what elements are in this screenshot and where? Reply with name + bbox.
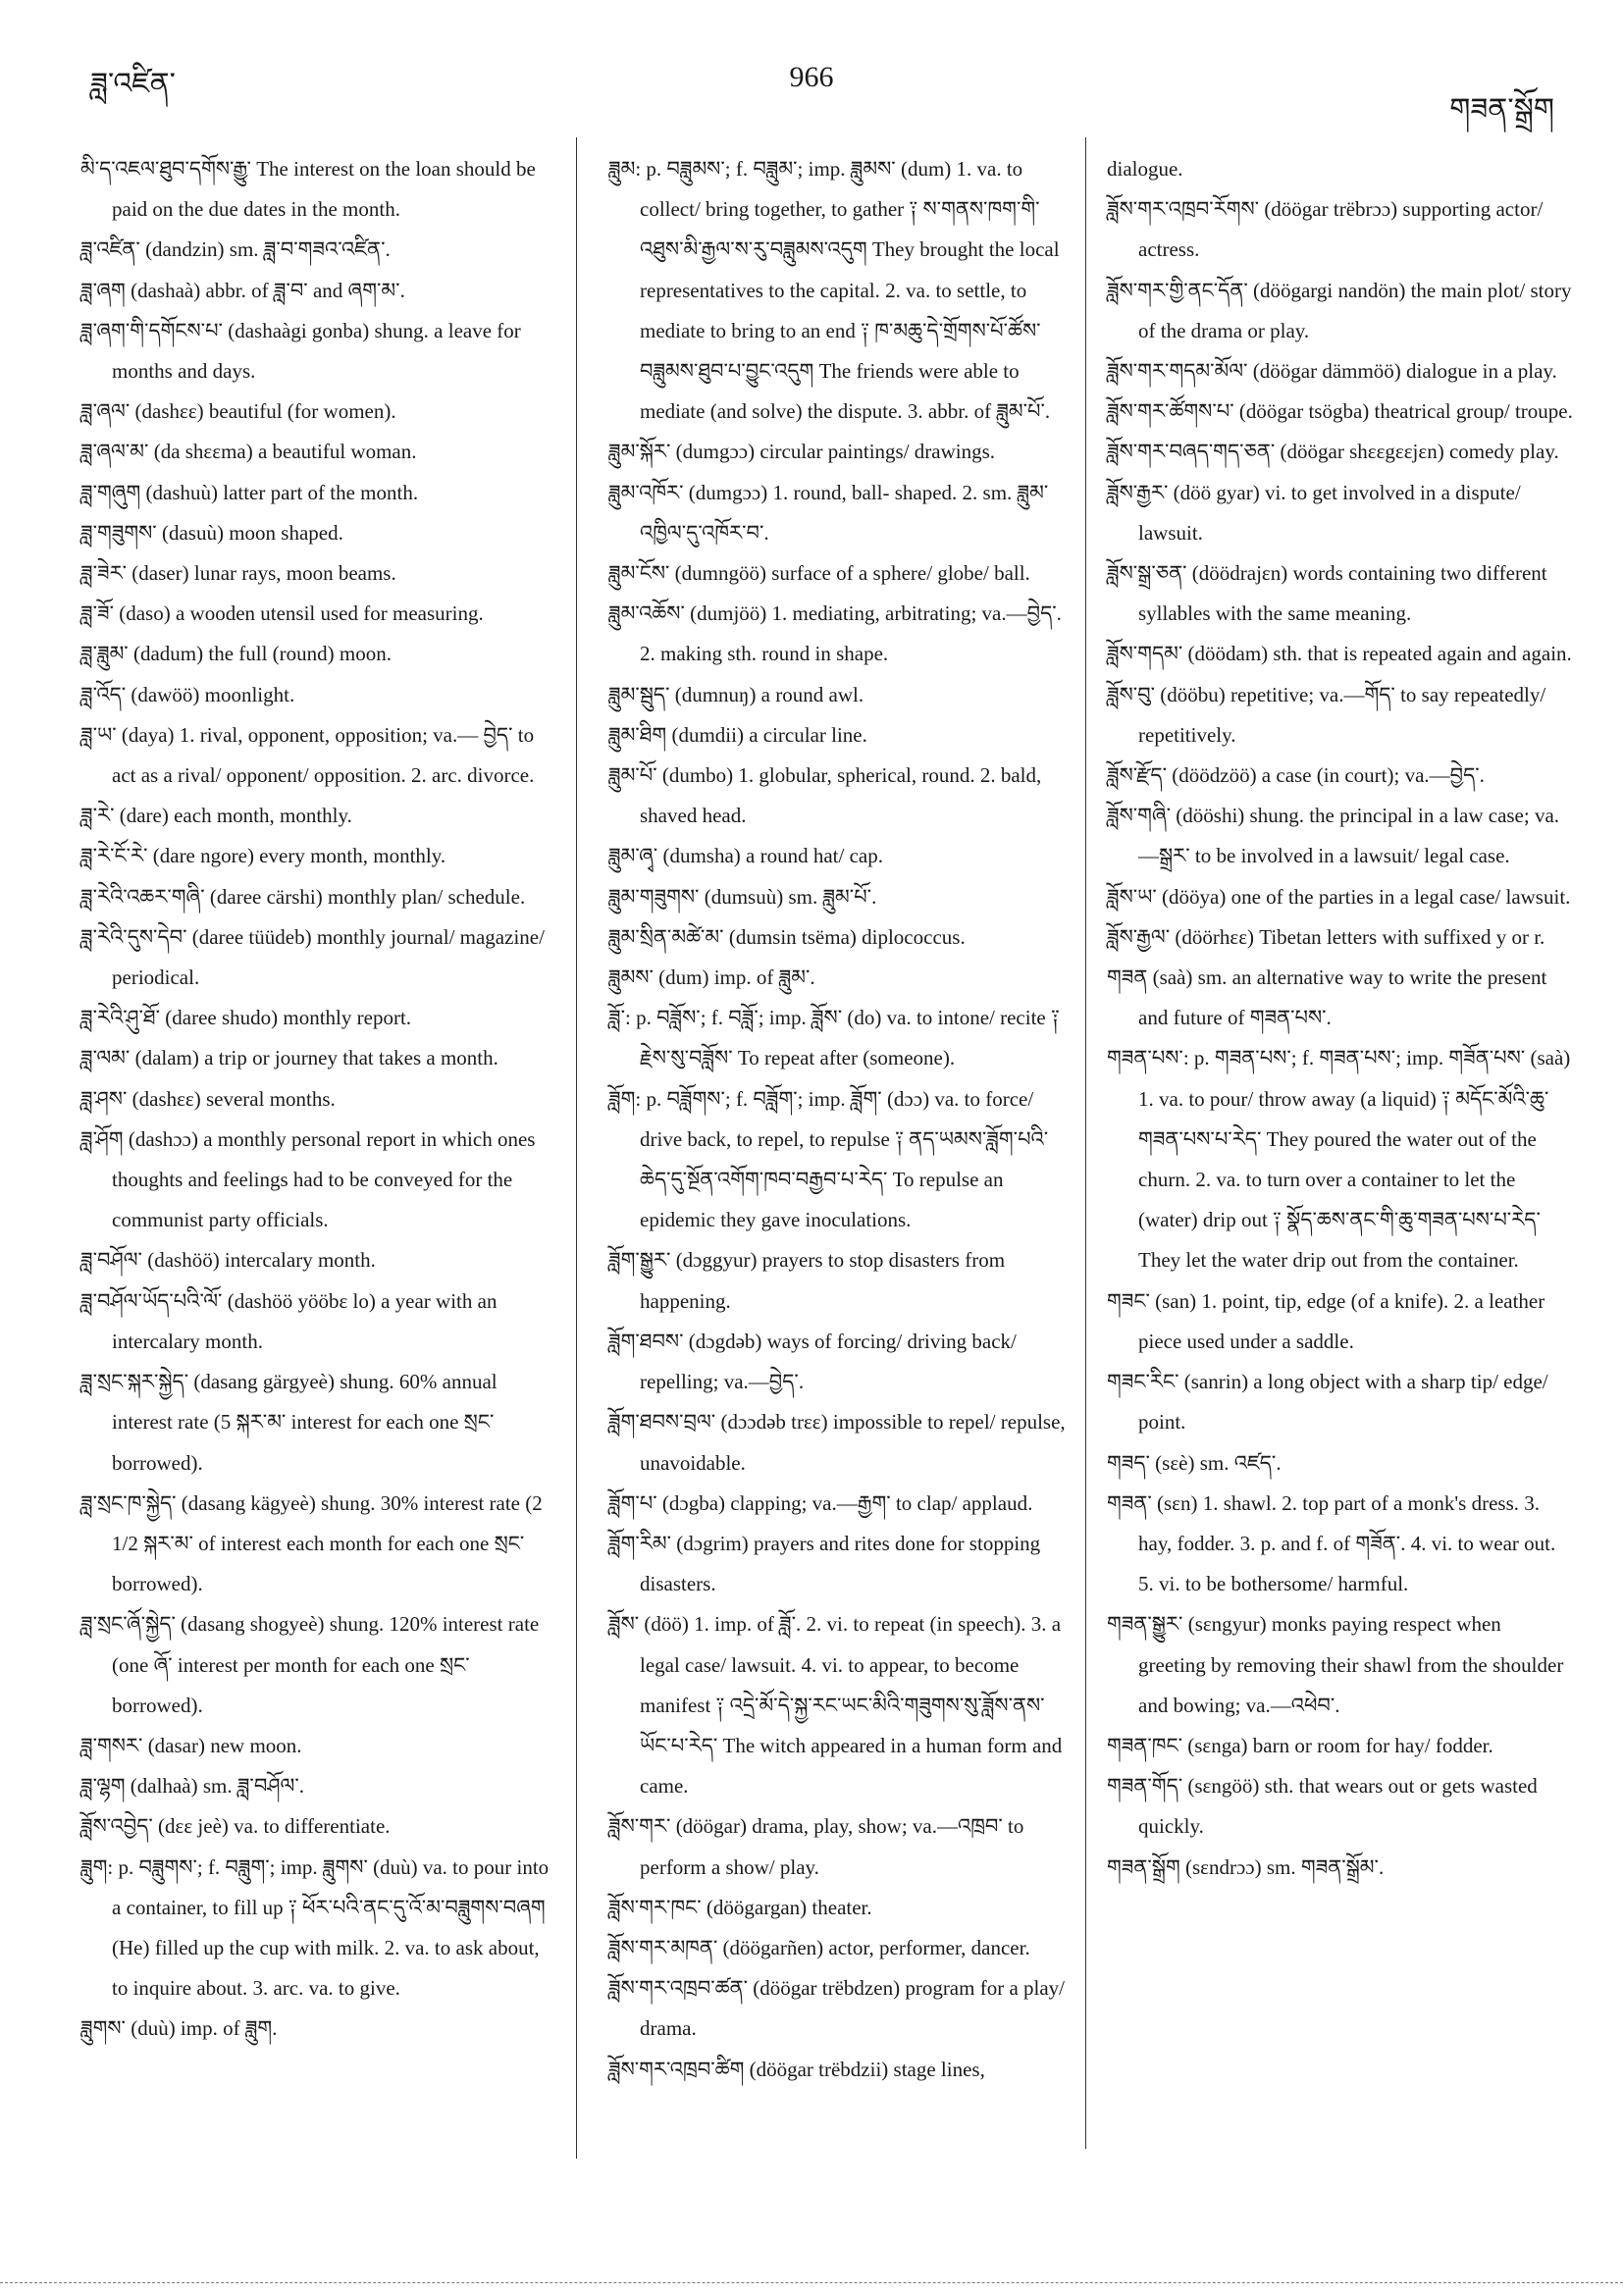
dictionary-entry: ཟློག་པ་ (dɔgba) clapping; va.—རྒྱག་ to clap/ applaud. <box>608 1490 1033 1515</box>
dictionary-entry: ཟླ་སྲང་ཁ་སྐྱེད་ (dasang kägyeè) shung. 30% interest rate (2 1/2 སྐར་མ་ of interest each month for each one སྲང་ borrowed). <box>80 1490 543 1596</box>
dictionary-entry: གཟན་ཁང་ (sɛnga) barn or room for hay/ fodder. <box>1107 1733 1493 1757</box>
dictionary-entry: ཟླ་ཞལ་ (dashɛɛ) beautiful (for women). <box>80 399 396 424</box>
dictionary-entry: གཟན (saà) sm. an alternative way to write the present and future of གཟན་པས་. <box>1107 965 1547 1030</box>
dictionary-entry: ཟློས་གདམ་ (döödam) sth. that is repeated again and again. <box>1107 642 1572 666</box>
dictionary-entry: ཟློས་རྫོད་ (döödzöö) a case (in court); va.—བྱེད་. <box>1107 763 1485 788</box>
dictionary-entry: ཟླུམ: p. བཟླུམས་; f. བཟླུམ་; imp. ཟླུམས་ (dum) 1. va. to collect/ bring together, to gather ༑ ས་གནས་ཁག་གི་འཐུས་མི་རྒྱལ་ས་རུ་བཟླུམས་འདུག They brought the local representatives to the capital. 2. va. to settle, to mediate to bring to an end ༑ ཁ་མཆུ་དེ་གྲོགས་པོ་ཚོས་བཟླུམས་ཐུབ་པ་བྱུང་འདུག The friends were able to mediate (and solve) the dispute. 3. abbr. of ཟླུམ་པོ་. <box>608 157 1060 424</box>
dictionary-entry: ཟློས་གཞི་ (dööshi) shung. the principal in a law case; va.—སྒྲར་ to be involved in a lawsuit/ legal case. <box>1107 804 1560 868</box>
dictionary-entry: ཟློས་གར་འཁྲབ་ཚན་ (döögar trëbdzen) program for a play/ drama. <box>608 1976 1066 2041</box>
dictionary-entry: གཟང་རིང་ (sanrin) a long object with a sharp tip/ edge/ point. <box>1107 1370 1548 1435</box>
dictionary-entry: ཟླུམ་པོ་ (dumbo) 1. globular, spherical, round. 2. bald, shaved head. <box>608 763 1042 828</box>
dictionary-entry: ཟླ་ཤས་ (dashɛɛ) several months. <box>80 1086 336 1111</box>
dictionary-entry: གཟང་ (san) 1. point, tip, edge (of a knife). 2. a leather piece used under a saddle. <box>1107 1288 1545 1353</box>
dictionary-entry: ཟླ་ཞག (dashaà) abbr. of ཟླ་བ་ and ཞག་མ་. <box>80 278 405 302</box>
footer-rule <box>0 2282 1623 2283</box>
dictionary-entry: གཟན་ (sɛn) 1. shawl. 2. top part of a monk's dress. 3. hay, fodder. 3. p. and f. of གཟོན་. 4. vi. to wear out. 5. vi. to be bothersome/ harmful. <box>1107 1490 1556 1596</box>
dictionary-entry: ཟླ་འོད་ (dawöö) moonlight. <box>80 682 295 706</box>
dictionary-entry: ཟླུམ་ཐིག (dumdii) a circular line. <box>608 722 867 747</box>
dictionary-entry: ཟླུམ་གཟུགས་ (dumsuù) sm. ཟླུམ་པོ་. <box>608 884 877 909</box>
dictionary-entry: ཟློས་འབྱེད་ (dɛɛ jeè) va. to differentiate. <box>80 1814 391 1839</box>
dictionary-entry: ཟླ་ཟླུམ་ (dadum) the full (round) moon. <box>80 642 392 666</box>
dictionary-entry: གཟན་སྒྱུར་ (sɛngyur) monks paying respect when greeting by removing their shawl from the shoulder and bowing; va.—འཕེབ་. <box>1107 1612 1564 1717</box>
dictionary-entry: གཟན་པས་: p. གཟན་པས་; f. གཟན་པས་; imp. གཟོན་པས་ (saà) 1. va. to pour/ throw away (a liquid) ༑ མདོང་མོའི་ཆུ་གཟན་པས་པ་རེད་ They poured the water out of the churn. 2. va. to turn over a container to let the (water) drip out ༑ སྣོད་ཆས་ནང་གི་ཆུ་གཟན་པས་པ་རེད་ They let the water drip out from the container. <box>1107 1046 1571 1273</box>
dictionary-entry: ཟློས་སྒྲ་ཅན་ (döödrajɛn) words containing two different syllables with the same meaning. <box>1107 561 1547 626</box>
column-divider <box>1085 137 1086 2149</box>
dictionary-entry: ཟློས་གར་འཁྲབ་རོགས་ (döögar trëbrɔɔ) supporting actor/ actress. <box>1107 197 1544 262</box>
dictionary-entry: ཟླ་གཞུག (dashuù) latter part of the month. <box>80 480 419 504</box>
dictionary-entry: ཟློས་གར་འཁྲབ་ཚིག (döögar trëbdzii) stage lines, <box>608 2057 985 2081</box>
dictionary-entry: ཟླ་རེའི་འཆར་གཞི་ (daree cärshi) monthly plan/ schedule. <box>80 884 526 909</box>
dictionary-entry: ཟླ་སྲང་ཞོ་སྐྱེད་ (dasang shogyeè) shung. 120% interest rate (one ཞོ་ interest per month for each one སྲང་ borrowed). <box>80 1612 540 1717</box>
dictionary-entry: ཟློས་གར་བཞད་གད་ཅན་ (döögar shɛɛgɛɛjɛn) comedy play. <box>1107 440 1559 464</box>
dictionary-entry: ཟློག་རིམ་ (dɔgrim) prayers and rites done for stopping disasters. <box>608 1531 1041 1596</box>
dictionary-entry: ཟླ་སྲང་སྐར་སྐྱེད་ (dasang gärgyeè) shung. 60% annual interest rate (5 སྐར་མ་ interest for each one སྲང་ borrowed). <box>80 1370 497 1475</box>
dictionary-entry: ཟླུགས་ (duù) imp. of ཟླུག. <box>80 2016 278 2041</box>
dictionary-entry: ཟློས་རྒྱར་ (döö gyar) vi. to get involved in a dispute/ lawsuit. <box>1107 480 1521 545</box>
dictionary-entry: ཟླུམ་ངོས་ (dumngöö) surface of a sphere/ globe/ ball. <box>608 561 1030 586</box>
dictionary-entry: ཟླ་ལྷག (dalhaà) sm. ཟླ་བཤོལ་. <box>80 1774 305 1799</box>
dictionary-column-2 <box>608 149 1070 2090</box>
dictionary-column-3 <box>1107 149 1573 1888</box>
dictionary-entry: ཟླུམ་སྲིན་མཚེ་མ་ (dumsin tsëma) diplococcus. <box>608 924 966 949</box>
dictionary-entry: ཟླ་རེའི་ཤུ་ཐོ་ (daree shudo) monthly report. <box>80 1006 412 1030</box>
column-divider <box>576 137 577 2159</box>
dictionary-entry: ཟླུམ་འཆོས་ (dumjöö) 1. mediating, arbitrating; va.—བྱེད་. 2. making sth. round in shape. <box>608 601 1062 666</box>
dictionary-entry: ཟླ་རེ་ (dare) each month, monthly. <box>80 804 352 828</box>
page-number: 966 <box>789 61 834 93</box>
dictionary-entry: མི་ད་འཇལ་ཐུབ་དགོས་རྒྱུ་ The interest on the loan should be paid on the due dates in the month. <box>80 157 536 222</box>
dictionary-entry: ཟླ་རེ་ངོ་རེ་ (dare ngore) every month, monthly. <box>80 844 446 868</box>
dictionary-entry: ཟླ་བཤོལ་ (dashöö) intercalary month. <box>80 1248 376 1273</box>
dictionary-entry: ཟླུམ་སྐོར་ (dumgɔɔ) circular paintings/ drawings. <box>608 440 996 464</box>
dictionary-entry: གཟན་གོད་ (sɛngöö) sth. that wears out or gets wasted quickly. <box>1107 1774 1538 1839</box>
dictionary-entry: ཟློས་ཡ་ (dööya) one of the parties in a legal case/ lawsuit. <box>1107 884 1571 909</box>
dictionary-entry: ཟླ་ཟོ་ (daso) a wooden utensil used for measuring. <box>80 601 484 626</box>
dictionary-entry: ཟླུག: p. བཟླུགས་; f. བཟླུག་; imp. ཟླུགས་ (duù) va. to pour into a container, to fill up ༑ ཕོར་པའི་ནང་དུ་འོ་མ་བཟླུགས་བཞག (He) filled up the cup with milk. 2. va. to ask about, to inquire about. 3. arc. va. to give. <box>80 1854 550 2001</box>
dictionary-entry: ཟླ་གཟུགས་ (dasuù) moon shaped. <box>80 520 343 545</box>
dictionary-entry: ཟླ་རེའི་དུས་དེབ་ (daree tüüdeb) monthly journal/ magazine/ periodical. <box>80 924 545 990</box>
dictionary-entry: ཟློས་གར་ (döögar) drama, play, show; va.—འཁྲབ་ to perform a show/ play. <box>608 1814 1024 1879</box>
dictionary-column-1 <box>80 149 550 2050</box>
dictionary-entry: ཟླ་ཞག་གི་དགོངས་པ་ (dashaàgi gonba) shung. a leave for months and days. <box>80 318 521 384</box>
dictionary-entry: ཟློག: p. བཟློགས་; f. བཟློག་; imp. ཟློག་ (dɔɔ) va. to force/ drive back, to repel, to repulse ༑ ནད་ཡམས་ཟློག་པའི་ཆེད་དུ་སྔོན་འགོག་ཁབ་བརྒྱབ་པ་རེད་ To repulse an epidemic they gave inoculations. <box>608 1086 1049 1232</box>
dictionary-entry: ཟླ་ཤོག (dashɔɔ) a monthly personal report in which ones thoughts and feelings had to be conveyed for the communist party officials. <box>80 1126 536 1232</box>
guide-word-right: གཟན་སྒྲོག <box>1449 93 1554 126</box>
dictionary-entry: ཟླུམ་ཞྭ་ (dumsha) a round hat/ cap. <box>608 844 883 868</box>
dictionary-entry: ཟློག་ཐབས་ (dɔgdəb) ways of forcing/ driving back/ repelling; va.—བྱེད་. <box>608 1329 1017 1394</box>
dictionary-entry: ཟློས་ (döö) 1. imp. of ཟློ་. 2. vi. to repeat (in speech). 3. a legal case/ lawsuit. 4. vi. to appear, to become manifest ༑ འདྲེ་མོ་དེ་སྐྱ་རང་ཡང་མིའི་གཟུགས་སུ་ཟློས་ནས་ཡོང་པ་རེད་ The witch appeared in a human form and came. <box>608 1612 1063 1799</box>
dictionary-entry: ཟློས་གར་ཁང་ (döögargan) theater. <box>608 1895 872 1919</box>
dictionary-entry: ཟློས་རྒྱལ་ (döörhɛɛ) Tibetan letters with suffixed y or r. <box>1107 924 1545 949</box>
dictionary-entry: ཟླ་ལམ་ (dalam) a trip or journey that takes a month. <box>80 1046 498 1070</box>
dictionary-entry: ཟློས་གར་གདམ་མོལ་ (döögar dämmöö) dialogue in a play. <box>1107 359 1557 384</box>
dictionary-entry: གཟད་ (sɛè) sm. འཛད་. <box>1107 1450 1282 1475</box>
dictionary-entry: ཟླ་ཟེར་ (daser) lunar rays, moon beams. <box>80 561 396 586</box>
dictionary-entry: ཟླུམ་འཁོར་ (dumgɔɔ) 1. round, ball- shaped. 2. sm. ཟླུམ་འཁྱིལ་དུ་འཁོར་བ་. <box>608 480 1049 545</box>
dictionary-entry: ཟློས་གར་ཚོགས་པ་ (döögar tsögba) theatrical group/ troupe. <box>1107 399 1573 424</box>
dictionary-entry: ཟློག་སྒྱུར་ (dɔggyur) prayers to stop disasters from happening. <box>608 1248 1006 1313</box>
guide-word-left: ཟླ་འཛིན་ <box>90 68 176 100</box>
dictionary-entry: གཟན་སྒྲོག (sɛndrɔɔ) sm. གཟན་སྒྲོམ་. <box>1107 1854 1385 1879</box>
dictionary-entry: dialogue. <box>1107 157 1183 181</box>
dictionary-entry: ཟླ་ཡ་ (daya) 1. rival, opponent, opposition; va.— བྱེད་ to act as a rival/ opponent/ opposition. 2. arc. divorce. <box>80 722 535 788</box>
dictionary-entry: ཟླ་གསར་ (dasar) new moon. <box>80 1733 302 1757</box>
dictionary-entry: ཟླུམ་སྦུད་ (dumnuŋ) a round awl. <box>608 682 864 706</box>
dictionary-entry: ཟླ་བཤོལ་ཡོད་པའི་ལོ་ (dashöö yööbɛ lo) a year with an intercalary month. <box>80 1288 497 1353</box>
dictionary-entry: ཟློ་: p. བཟློས་; f. བཟློ་; imp. ཟློས་ (do) va. to intone/ recite ༑ རྗེས་སུ་བཟློས་ To repeat after (someone). <box>608 1006 1060 1070</box>
dictionary-entry: ཟློག་ཐབས་བྲལ་ (dɔɔdəb trɛɛ) impossible to repel/ repulse, unavoidable. <box>608 1410 1066 1475</box>
dictionary-entry: ཟློས་གར་གྱི་ནང་དོན་ (döögargi nandön) the main plot/ story of the drama or play. <box>1107 278 1572 342</box>
dictionary-entry: ཟླ་འཛིན་ (dandzin) sm. ཟླ་བ་གཟའ་འཛིན་. <box>80 237 391 262</box>
dictionary-entry: ཟླ་ཞལ་མ་ (da shɛɛma) a beautiful woman. <box>80 440 417 464</box>
dictionary-entry: ཟློས་གར་མཁན་ (döögarñen) actor, performer, dancer. <box>608 1935 1030 1959</box>
dictionary-entry: ཟློས་བུ་ (dööbu) repetitive; va.—གོད་ to say repeatedly/ repetitively. <box>1107 682 1546 747</box>
dictionary-entry: ཟླུམས་ (dum) imp. of ཟླུམ་. <box>608 965 815 990</box>
